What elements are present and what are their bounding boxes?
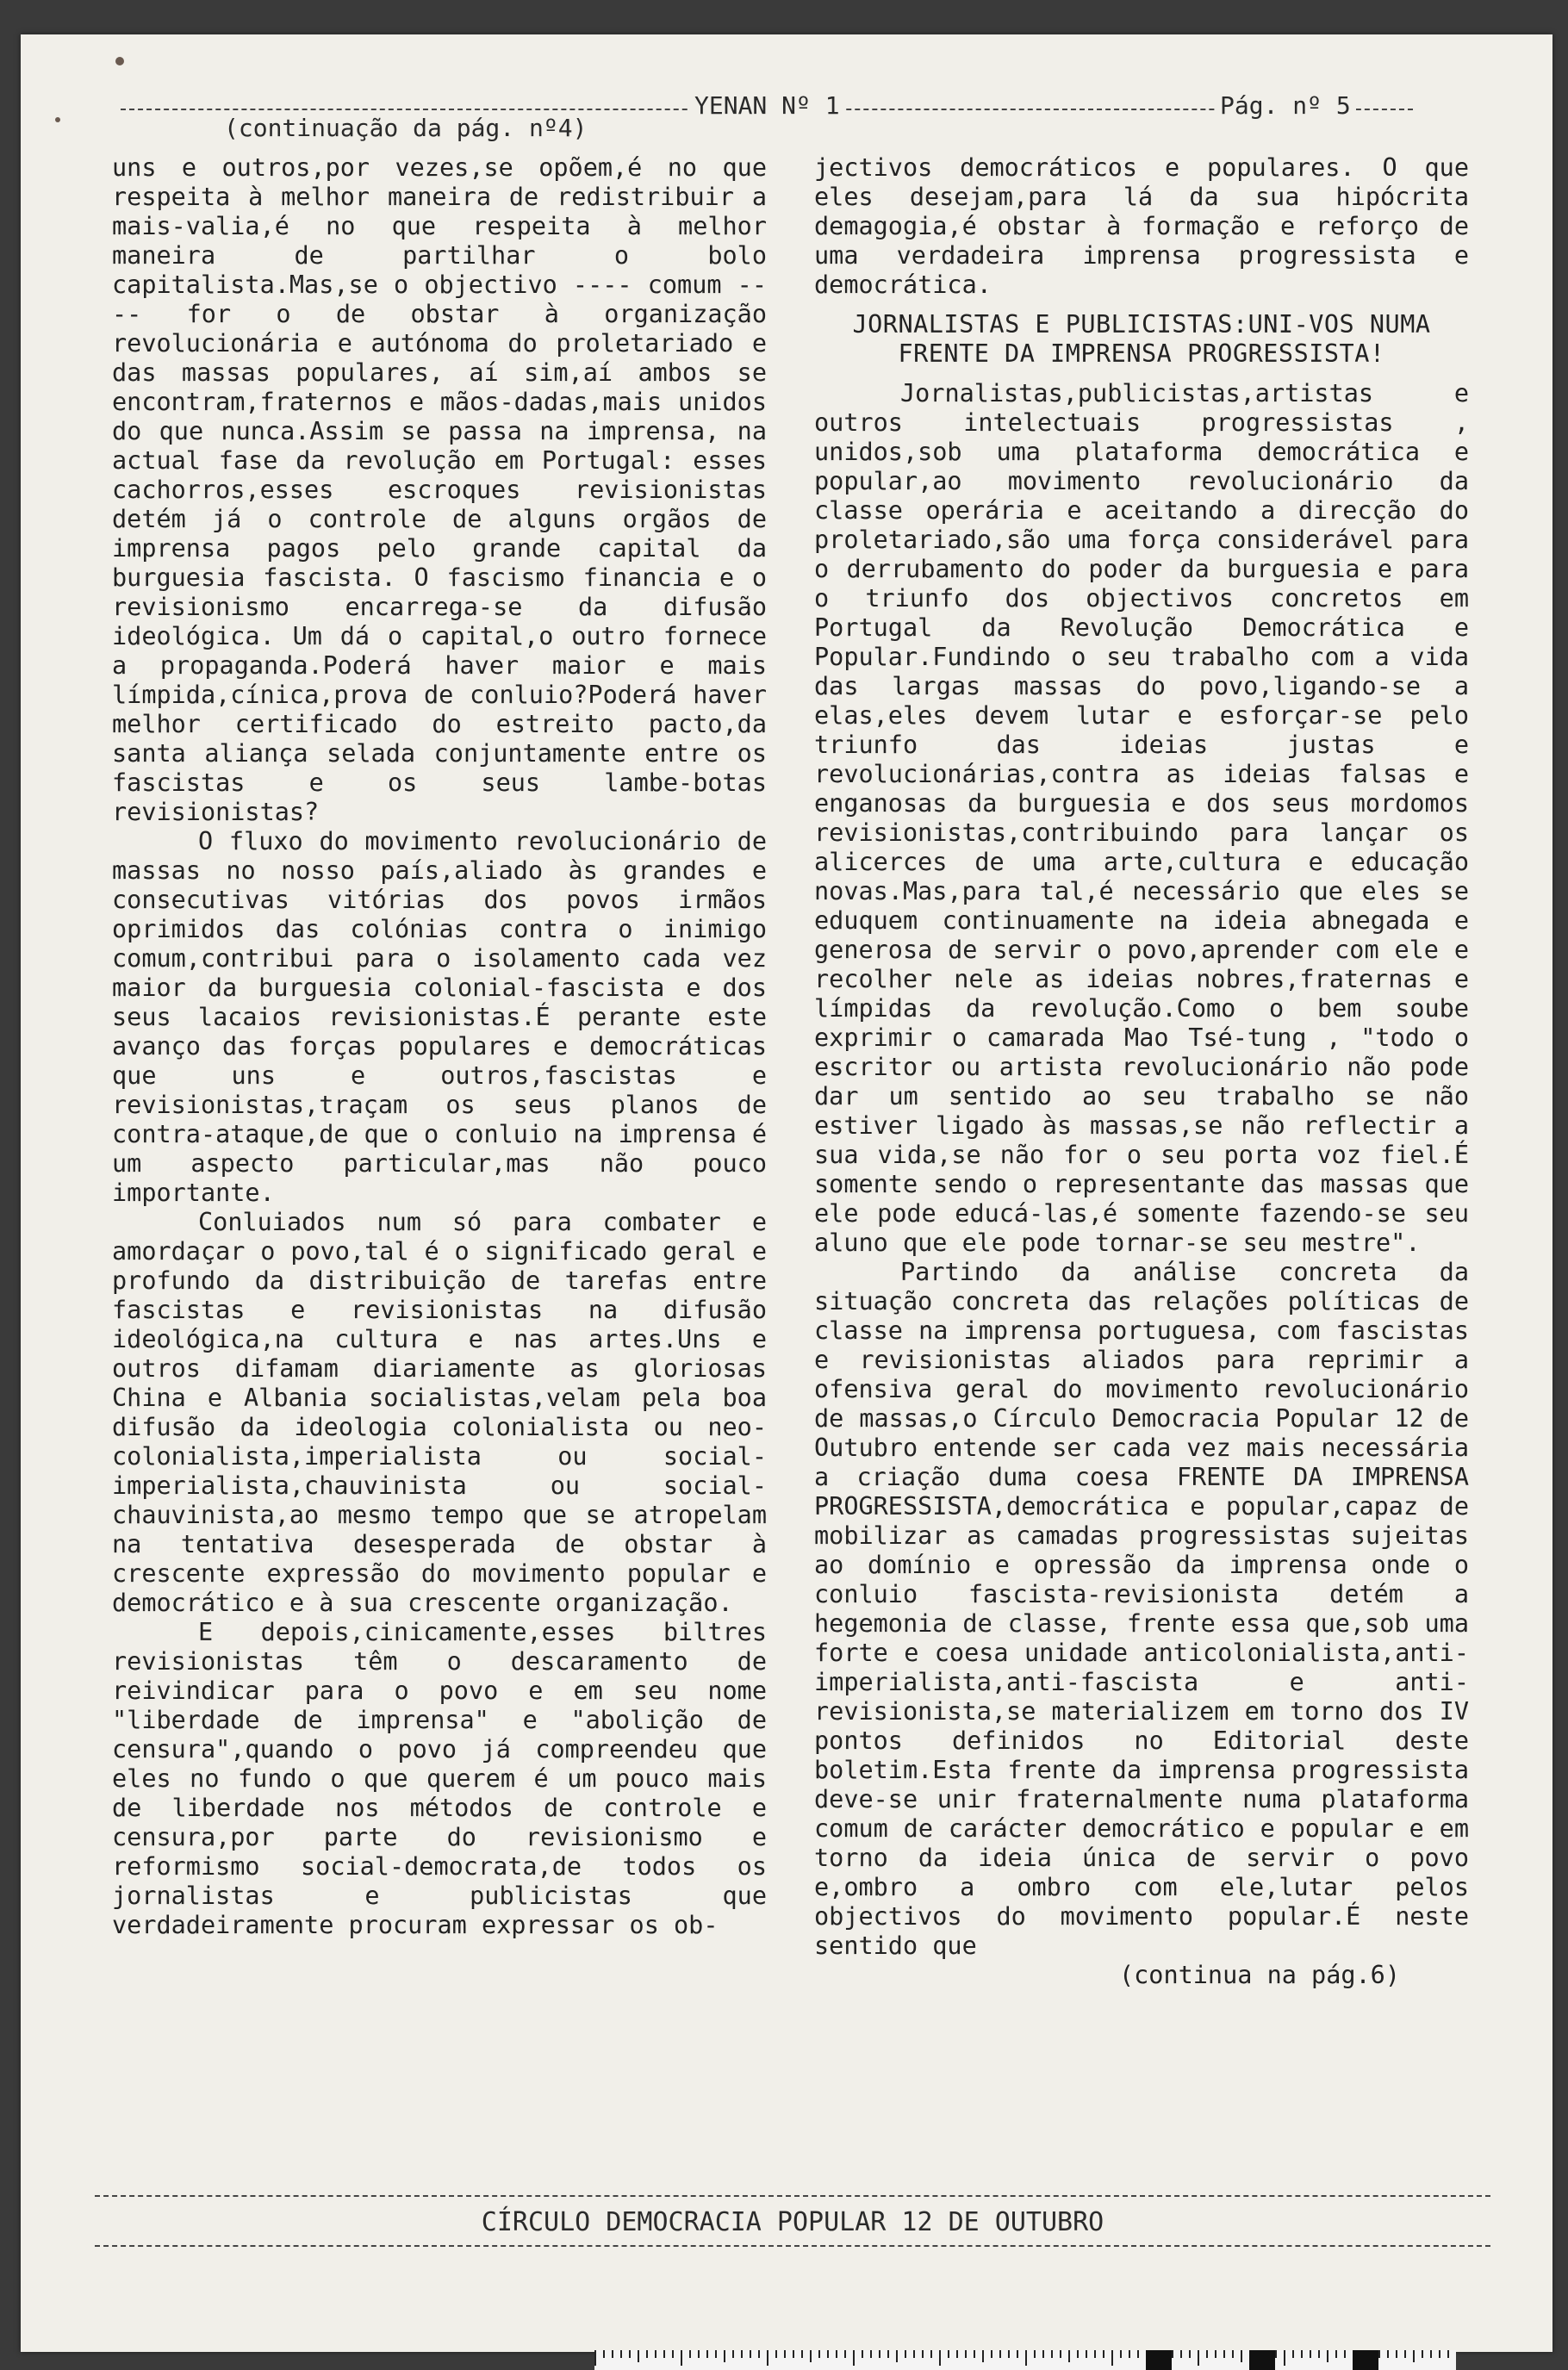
ruler-tick [620,2350,622,2358]
ruler-tick [724,2350,725,2362]
ruler-tick [1310,2350,1311,2358]
ruler-tick [905,2350,906,2358]
ruler-tick [741,2350,743,2358]
ruler-tick [999,2350,1001,2358]
ruler-tick [672,2350,674,2358]
ruler-tick [1189,2350,1191,2358]
ruler-tick [1077,2350,1079,2358]
ruler-tick [1086,2350,1087,2358]
ruler-tick [982,2350,984,2362]
ruler-tick [1439,2350,1440,2358]
ruler-tick [775,2350,777,2358]
ruler-tick [1111,2350,1113,2366]
ruler-tick [706,2350,708,2358]
paragraph: uns e outros,por vezes,se opõem,é no que respeita à melhor maneira de redistribuir a mais-valia,é no que respeita à melhor maneira de partilhar o bolo capitalista.Mas,se o objectivo ---- comum ---- for o de obstar à organização revolucionária e autónoma do proletariado e das massas populares, aí sim,aí ambos se encontram,fraternos e mãos-dadas,mais unidos do que nunca.Assim se passa na imprensa, na actual fase da revolução em Portugal: esses cachorros,esses escroques revisionistas detém já o controle de alguns orgãos de imprensa pagos pelo grande capital da burguesia fascista. O fascismo financia e o revisionismo encarrega-se da difusão ideológica. Um dá o capital,o outro fornece a propaganda.Poderá haver maior e mais límpida,cínica,prova de conluio?Poderá haver melhor certificado do estreito pacto,da santa aliança selada conjuntamente entre os fascistas e os seus lambe-botas revisionistas? [112,153,767,826]
ruler-tick [603,2350,605,2358]
ruler-tick [1301,2350,1303,2358]
ruler-tick [793,2350,794,2358]
continues-note: (continua na pág.6) [1118,1961,1400,1989]
ruler-tick [887,2350,889,2358]
ruler-tick [1378,2350,1380,2358]
ruler-tick [1292,2350,1294,2358]
ruler-tick [1129,2350,1130,2358]
ruler-tick [1215,2350,1216,2358]
ruler-tick [965,2350,967,2358]
ruler-tick [1172,2350,1173,2358]
ruler-tick [1344,2350,1346,2358]
punch-hole-mark [55,117,60,122]
ruler-tick [844,2350,846,2358]
ruler-tick [862,2350,863,2358]
ruler-tick [879,2350,880,2358]
ruler-block [1146,2350,1172,2370]
ruler-tick [1042,2350,1044,2358]
ruler-tick [1120,2350,1122,2358]
ruler-tick [612,2350,613,2358]
ruler-tick [818,2350,820,2358]
ruler-tick [758,2350,760,2358]
ruler-tick [827,2350,829,2358]
ruler-tick [1387,2350,1389,2358]
ruler-tick [956,2350,958,2358]
ruler-tick [1335,2350,1337,2358]
ruler-tick [1223,2350,1225,2358]
ruler-tick [732,2350,734,2358]
ruler-tick [638,2350,639,2362]
ruler-tick [870,2350,872,2358]
ruler-tick [1051,2350,1053,2358]
ruler-tick [594,2350,596,2366]
ruler-tick [698,2350,700,2358]
ruler-tick [896,2350,898,2362]
ruler-tick [1430,2350,1432,2358]
ruler-tick [836,2350,837,2358]
footer-rule-top [95,2195,1490,2197]
ruler-tick [1404,2350,1406,2358]
ruler-tick [646,2350,648,2358]
ruler-tick [810,2350,812,2362]
continuation-note: (continuação da pág. nº4) [224,114,588,142]
paragraph: jectivos democráticos e populares. O que eles desejam,para lá da sua hipócrita demagogia,é obstar à formação e reforço de uma verdadeira imprensa progressista e democrática. [814,153,1469,299]
ruler-tick [1060,2350,1061,2358]
ruler-tick [750,2350,751,2358]
ruler-tick [663,2350,665,2358]
section-subheading: JORNALISTAS E PUBLICISTAS:UNI-VOS NUMA FRENTE DA IMPRENSA PROGRESSISTA! [852,310,1431,368]
ruler-tick [1008,2350,1010,2358]
footer-rule-bottom [95,2245,1490,2247]
ruler-tick [1327,2350,1328,2362]
punch-hole-mark [115,57,124,65]
ruler-tick [1422,2350,1423,2358]
ruler-tick [922,2350,924,2358]
page-number: Pág. nº 5 [1215,91,1356,120]
left-column [112,153,767,1940]
ruler-tick [767,2350,768,2366]
ruler-tick [1318,2350,1320,2358]
ruler-tick [1025,2350,1027,2366]
ruler-block [1353,2350,1378,2370]
ruler-tick [913,2350,915,2358]
ruler-tick [1068,2350,1070,2362]
ruler-tick [1447,2350,1449,2358]
page-header [95,86,1473,146]
footer-text: CÍRCULO DEMOCRACIA POPULAR 12 DE OUTUBRO [481,2207,1104,2237]
ruler-tick [1103,2350,1104,2358]
paragraph: Jornalistas,publicistas,artistas e outros intelectuais progressistas , unidos,sob uma plataforma democrática e popular,ao movimento revolucionário da classe operária e aceitando a direcção do proletariado,são uma força considerável para o derrubamento do poder da burguesia e para o triunfo dos objectivos concretos em Portugal da Revolução Democrática e Popular.Fundindo o seu trabalho com a vida das largas massas do povo,ligando-se a elas,eles devem lutar e esforçar-se pelo triunfo das ideias justas e revolucionárias,contra as ideias falsas e enganosas da burguesia e dos seus mordomos revisionistas,contribuindo para lançar os alicerces de uma arte,cultura e educação novas.Mas,para tal,é necessário que eles se eduquem continuamente na ideia abnegada e generosa de servir o povo,aprender com ele e recolher nele as ideias nobres,fraternas e límpidas da revolução.Como o bem soube exprimir o camarada Mao Tsé-tung , "todo o escritor ou artista revolucionário não pode dar um sentido ao seu trabalho se não estiver ligado às massas,se não reflectir a sua vida,se não for o seu porta voz fiel.É somente sendo o representante das massas que ele pode educá-las,é somente fazendo-se seu aluno que ele pode tornar-se seu mestre". [814,379,1469,1257]
ruler-tick [1241,2350,1242,2362]
right-column [814,153,1469,1990]
page-footer [95,2188,1490,2266]
paragraph: E depois,cinicamente,esses biltres revisionistas têm o descaramento de reivindicar para o povo e em seu nome "liberdade de imprensa" e "abolição de censura",quando o povo já compreendeu que eles no fundo o que querem é um pouco mais de liberdade nos métodos de controle e censura,por parte do revisionismo e reformismo social-democrata,de todos os jornalistas e publicistas que verdadeiramente procuram expressar os ob- [112,1618,767,1939]
ruler-tick [974,2350,975,2358]
ruler-tick [1017,2350,1018,2358]
ruler-tick [784,2350,786,2358]
ruler-tick [1275,2350,1277,2358]
ruler-tick [1180,2350,1182,2358]
ruler-tick [1094,2350,1096,2358]
ruler-tick [991,2350,992,2358]
ruler-tick [948,2350,949,2358]
ruler-tick [939,2350,941,2366]
ruler-tick [681,2350,682,2366]
ruler-tick [689,2350,691,2358]
ruler-tick [1284,2350,1285,2366]
ruler-tick [1396,2350,1397,2358]
paragraph: O fluxo do movimento revolucionário de massas no nosso país,aliado às grandes e consecutivas vitórias dos povos irmãos oprimidos das colónias contra o inimigo comum,contribui para o isolamento cada vez maior da burguesia colonial-fascista e dos seus lacaios revisionistas.É perante este avanço das forças populares e democráticas que uns e outros,fascistas e revisionistas,traçam os seus planos de contra-ataque,de que o conluio na imprensa é um aspecto particular,mas não pouco importante. [112,827,767,1207]
ruler-tick [1232,2350,1234,2358]
ruler-tick [629,2350,631,2358]
ruler-tick [801,2350,803,2358]
ruler-tick [930,2350,932,2358]
paragraph: Partindo da análise concreta da situação concreta das relações políticas de classe na imprensa portuguesa, com fascistas e revisionistas aliados para reprimir a ofensiva geral do movimento revolucionário de massas,o Círculo Democracia Popular 12 de Outubro entende ser cada vez mais necessária a criação duma coesa FRENTE DA IMPRENSA PROGRESSISTA,democrática e popular,capaz de mobilizar as camadas progressistas sujeitas ao domínio e opressão da imprensa onde o conluio fascista-revisionista detém a hegemonia de classe, frente essa que,sob uma forte e coesa unidade anticolonialista,anti-imperialista,anti-fascista e anti-revisionista,se materializem em torno dos IV pontos definidos no Editorial deste boletim.Esta frente da imprensa progressista deve-se unir fraternalmente numa plataforma comum de carácter democrático e popular e em torno da ideia única de servir o povo e,ombro a ombro com ele,lutar pelos objectivos do movimento popular.É neste sentido que [814,1258,1469,1960]
ruler-block [1249,2350,1275,2370]
ruler-tick [1198,2350,1199,2366]
ruler-tick [1206,2350,1208,2358]
paragraph: Conluiados num só para combater e amordaçar o povo,tal é o significado geral e profundo da distribuição de tarefas entre fascistas e revisionistas na difusão ideológica,na cultura e nas artes.Uns e outros difamam diariamente as gloriosas China e Albania socialistas,velam pela boa difusão da ideologia colonialista ou neo-colonialista,imperialista ou social-imperialista,chauvinista ou social-chauvinista,ao mesmo tempo que se atropelam na tentativa desesperada de obstar à crescente expressão do movimento popular e democrático e à sua crescente organização. [112,1208,767,1617]
ruler-tick [715,2350,717,2358]
ruler-tick [655,2350,656,2358]
ruler-tick [1137,2350,1139,2358]
publication-title: YENAN Nº 1 [689,91,845,120]
ruler-tick [1413,2350,1415,2362]
ruler-tick [1034,2350,1036,2358]
scale-ruler [594,2350,1456,2370]
ruler-tick [853,2350,855,2366]
